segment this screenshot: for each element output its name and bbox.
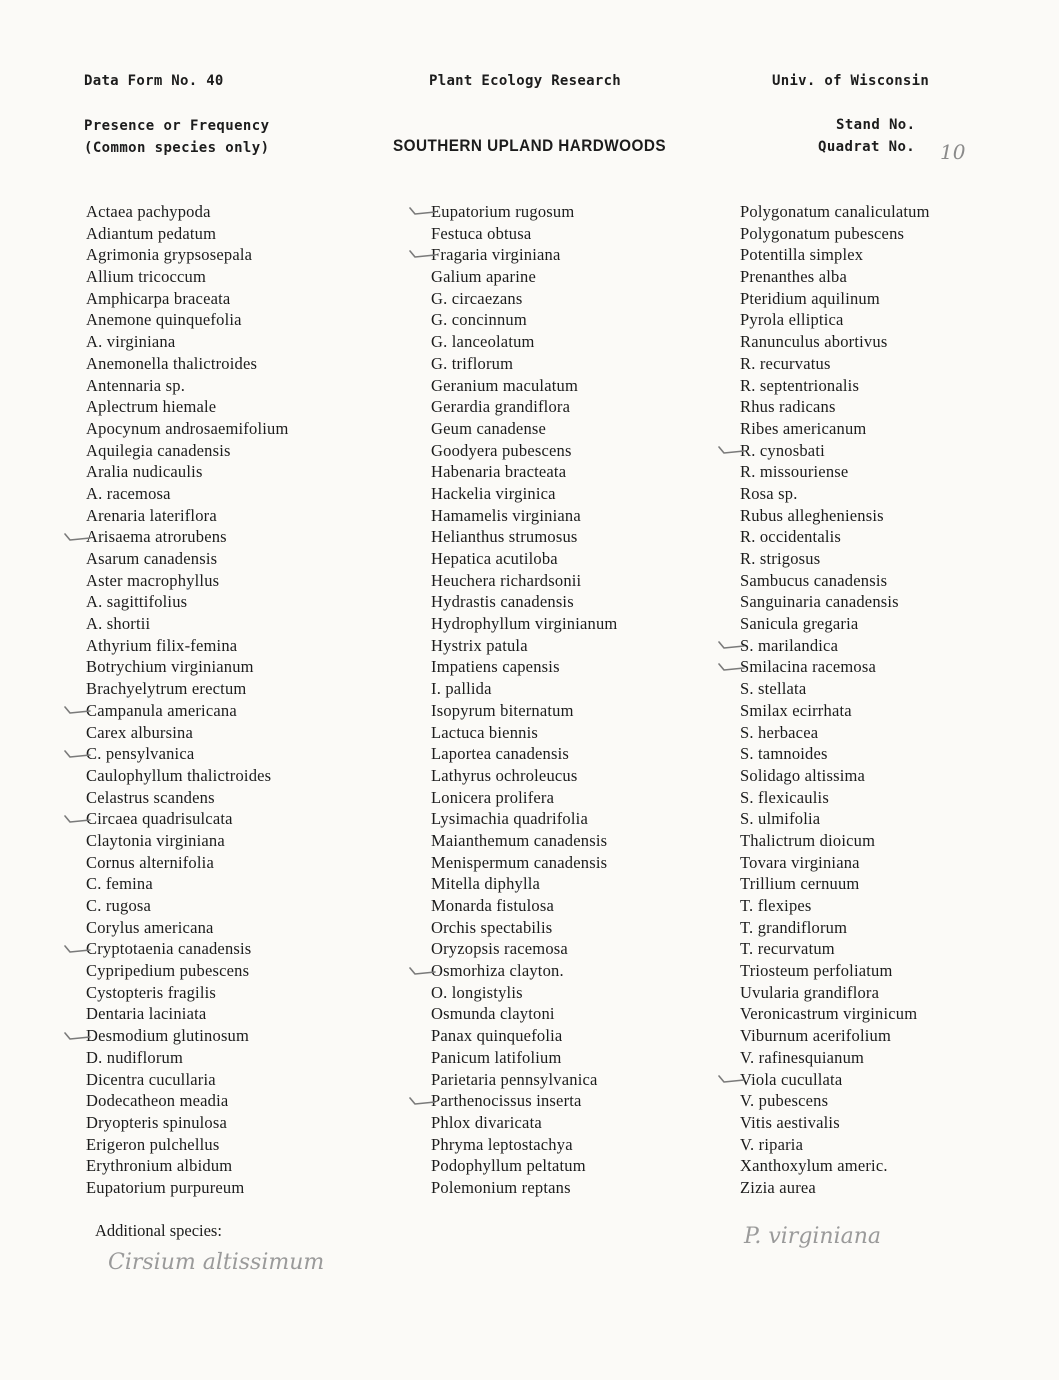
species-item: A. shortii: [86, 614, 151, 634]
presence-line-2: (Common species only): [84, 140, 270, 156]
species-item: Hepatica acutiloba: [431, 549, 558, 568]
species-item: Hydrastis canadensis: [431, 592, 574, 612]
checkmark-icon: [64, 702, 88, 716]
species-item: A. virginiana: [86, 332, 176, 352]
species-item: Asarum canadensis: [86, 549, 218, 568]
checkmark-icon: [409, 1093, 433, 1107]
additional-species-label: Additional species:: [95, 1221, 222, 1240]
species-item: Allium tricoccum: [86, 267, 207, 287]
species-item: Erythronium albidum: [86, 1156, 233, 1176]
species-item: Hystrix patula: [431, 635, 528, 655]
form-number: Data Form No. 40: [84, 73, 224, 89]
species-item: Parietaria pennsylvanica: [431, 1069, 598, 1089]
species-item: Smilax ecirrhata: [740, 700, 852, 720]
species-item: Lonicera prolifera: [431, 787, 555, 807]
species-item: Lysimachia quadrifolia: [431, 809, 588, 829]
species-item: Polemonium reptans: [431, 1177, 571, 1197]
species-item: V. pubescens: [740, 1091, 829, 1111]
quadrat-label: Quadrat No.: [818, 139, 916, 155]
species-item: Maianthemum canadensis: [431, 830, 608, 850]
species-column-3: [740, 201, 930, 1199]
species-item: Helianthus strumosus: [431, 527, 578, 547]
species-item: Menispermum canadensis: [431, 852, 608, 872]
species-item: G. lanceolatum: [431, 332, 535, 352]
species-item: Osmorhiza clayton.: [431, 961, 564, 981]
species-item: Viola cucullata: [740, 1069, 843, 1089]
species-item: Anemonella thalictroides: [86, 353, 258, 373]
species-item: Cornus alternifolia: [86, 852, 214, 872]
species-item: R. strigosus: [740, 549, 821, 568]
species-item: Arenaria lateriflora: [86, 505, 217, 525]
species-item: Geum canadense: [431, 418, 547, 438]
species-item: Desmodium glutinosum: [86, 1026, 250, 1046]
species-item: I. pallida: [431, 679, 492, 699]
species-item: Vitis aestivalis: [740, 1112, 840, 1132]
species-item: Veronicastrum virginicum: [740, 1004, 918, 1024]
species-item: G. triflorum: [431, 353, 514, 373]
species-item: Arisaema atrorubens: [86, 527, 227, 547]
species-item: Uvularia grandiflora: [740, 982, 880, 1002]
species-item: S. herbacea: [740, 722, 819, 742]
species-item: Athyrium filix-femina: [86, 635, 238, 655]
species-item: T. flexipes: [740, 896, 812, 915]
species-item: Heuchera richardsonii: [431, 570, 582, 590]
species-item: Triosteum perfoliatum: [740, 961, 893, 981]
species-item: S. marilandica: [740, 635, 839, 655]
species-item: Aralia nudicaulis: [86, 462, 203, 482]
species-item: Phlox divaricata: [431, 1112, 542, 1132]
checkmark-icon: [409, 246, 433, 260]
species-item: Actaea pachypoda: [86, 202, 211, 221]
species-item: C. pensylvanica: [86, 744, 195, 764]
species-item: Hamamelis virginiana: [431, 505, 581, 525]
species-item: A. racemosa: [86, 483, 171, 503]
species-item: Podophyllum peltatum: [431, 1156, 586, 1176]
species-column-2: [431, 201, 617, 1199]
species-item: O. longistylis: [431, 982, 523, 1002]
species-item: Habenaria bracteata: [431, 462, 567, 482]
species-item: Rubus allegheniensis: [740, 505, 884, 525]
species-item: D. nudiflorum: [86, 1047, 184, 1067]
species-item: S. stellata: [740, 679, 807, 699]
species-item: Amphicarpa braceata: [86, 288, 231, 308]
species-item: Cystopteris fragilis: [86, 982, 217, 1002]
species-item: Mitella diphylla: [431, 874, 541, 894]
species-item: Ribes americanum: [740, 418, 867, 438]
species-item: S. ulmifolia: [740, 809, 821, 829]
species-item: Tovara virginiana: [740, 852, 860, 872]
additional-species-handwritten-right: P. virginiana: [744, 1224, 882, 1249]
species-item: R. occidentalis: [740, 527, 842, 547]
species-item: Parthenocissus inserta: [431, 1091, 582, 1111]
page-title: SOUTHERN UPLAND HARDWOODS: [392, 136, 667, 155]
species-item: Lactuca biennis: [431, 722, 538, 742]
organization: Plant Ecology Research: [429, 73, 622, 89]
checkmark-icon: [64, 746, 88, 760]
species-item: Brachyelytrum erectum: [86, 679, 247, 699]
species-item: Isopyrum biternatum: [431, 700, 574, 720]
quadrat-value-handwritten: 10: [940, 140, 966, 164]
species-item: Rosa sp.: [740, 483, 798, 503]
checkmark-icon: [64, 811, 88, 825]
species-item: Rhus radicans: [740, 397, 836, 417]
checkmark-icon: [718, 659, 742, 673]
species-item: Panax quinquefolia: [431, 1026, 563, 1046]
species-item: S. flexicaulis: [740, 787, 829, 807]
checkmark-icon: [64, 1028, 88, 1042]
species-item: Dicentra cucullaria: [86, 1069, 216, 1089]
species-column-1: [86, 201, 289, 1199]
species-item: Lathyrus ochroleucus: [431, 765, 578, 785]
species-item: Aplectrum hiemale: [86, 397, 217, 417]
species-item: G. circaezans: [431, 288, 523, 308]
species-item: Anemone quinquefolia: [86, 310, 242, 330]
species-item: Corylus americana: [86, 917, 214, 937]
species-item: Celastrus scandens: [86, 787, 215, 807]
species-item: Polygonatum canaliculatum: [740, 202, 930, 221]
species-item: Botrychium virginianum: [86, 657, 254, 677]
species-item: Aster macrophyllus: [86, 570, 220, 590]
species-item: Sambucus canadensis: [740, 570, 888, 590]
species-item: Trillium cernuum: [740, 874, 860, 894]
species-item: Smilacina racemosa: [740, 657, 877, 677]
species-item: S. tamnoides: [740, 744, 828, 764]
species-item: R. recurvatus: [740, 353, 831, 373]
species-item: Dentaria laciniata: [86, 1004, 207, 1024]
species-item: Potentilla simplex: [740, 245, 864, 265]
additional-species-handwritten-left: Cirsium altissimum: [108, 1250, 325, 1275]
checkmark-icon: [64, 529, 88, 543]
checkmark-icon: [718, 637, 742, 651]
species-item: Oryzopsis racemosa: [431, 939, 568, 959]
species-item: Goodyera pubescens: [431, 440, 572, 460]
species-item: T. grandiflorum: [740, 917, 848, 937]
species-item: Claytonia virginiana: [86, 830, 225, 850]
species-item: Carex albursina: [86, 722, 194, 742]
species-item: Viburnum acerifolium: [740, 1026, 892, 1046]
species-item: Dodecatheon meadia: [86, 1091, 229, 1111]
species-item: Polygonatum pubescens: [740, 223, 905, 243]
species-item: Solidago altissima: [740, 765, 866, 785]
checkmark-icon: [409, 203, 433, 217]
species-item: Hydrophyllum virginianum: [431, 614, 618, 634]
species-item: Hackelia virginica: [431, 483, 556, 503]
species-item: Caulophyllum thalictroides: [86, 765, 272, 785]
species-item: Osmunda claytoni: [431, 1004, 555, 1024]
checkmark-icon: [409, 963, 433, 977]
checkmark-icon: [718, 442, 742, 456]
species-item: Orchis spectabilis: [431, 917, 553, 937]
species-item: Galium aparine: [431, 267, 536, 287]
species-item: Apocynum androsaemifolium: [86, 418, 289, 438]
species-item: Phryma leptostachya: [431, 1134, 573, 1154]
species-item: V. rafinesquianum: [740, 1047, 865, 1067]
species-item: Prenanthes alba: [740, 267, 848, 287]
species-item: Agrimonia grypsosepala: [86, 245, 253, 265]
species-item: R. cynosbati: [740, 440, 825, 460]
species-item: Antennaria sp.: [86, 375, 186, 395]
species-item: Pteridium aquilinum: [740, 288, 880, 308]
species-item: C. femina: [86, 874, 153, 894]
stand-label: Stand No.: [836, 117, 916, 133]
species-item: Panicum latifolium: [431, 1047, 562, 1067]
species-item: A. sagittifolius: [86, 592, 188, 612]
species-item: T. recurvatum: [740, 939, 835, 959]
species-item: V. riparia: [740, 1134, 804, 1154]
species-item: Circaea quadrisulcata: [86, 809, 233, 829]
species-item: Gerardia grandiflora: [431, 397, 571, 417]
species-item: Xanthoxylum americ.: [740, 1156, 888, 1176]
species-item: Monarda fistulosa: [431, 896, 555, 915]
species-item: Fragaria virginiana: [431, 245, 561, 265]
species-item: Ranunculus abortivus: [740, 332, 888, 352]
checkmark-icon: [718, 1071, 742, 1085]
species-item: Adiantum pedatum: [86, 223, 217, 243]
university: Univ. of Wisconsin: [772, 73, 930, 89]
species-item: Erigeron pulchellus: [86, 1134, 220, 1154]
species-item: Sanguinaria canadensis: [740, 592, 899, 612]
species-item: R. missouriense: [740, 462, 849, 482]
species-item: C. rugosa: [86, 896, 152, 915]
species-item: Laportea canadensis: [431, 744, 570, 764]
species-item: Eupatorium rugosum: [431, 202, 575, 221]
species-item: Geranium maculatum: [431, 375, 579, 395]
species-item: Sanicula gregaria: [740, 614, 859, 634]
species-item: Cypripedium pubescens: [86, 961, 250, 981]
species-item: G. concinnum: [431, 310, 527, 330]
species-item: Cryptotaenia canadensis: [86, 939, 252, 959]
species-item: Aquilegia canadensis: [86, 440, 231, 460]
species-item: Festuca obtusa: [431, 223, 532, 243]
species-item: Pyrola elliptica: [740, 310, 844, 330]
species-item: Dryopteris spinulosa: [86, 1112, 228, 1132]
presence-line-1: Presence or Frequency: [84, 118, 270, 134]
species-item: Zizia aurea: [740, 1177, 816, 1197]
species-item: Eupatorium purpureum: [86, 1177, 245, 1197]
species-item: R. septentrionalis: [740, 375, 860, 395]
species-item: Thalictrum dioicum: [740, 830, 876, 850]
checkmark-icon: [64, 941, 88, 955]
species-item: Impatiens capensis: [431, 657, 560, 677]
species-item: Campanula americana: [86, 700, 237, 720]
